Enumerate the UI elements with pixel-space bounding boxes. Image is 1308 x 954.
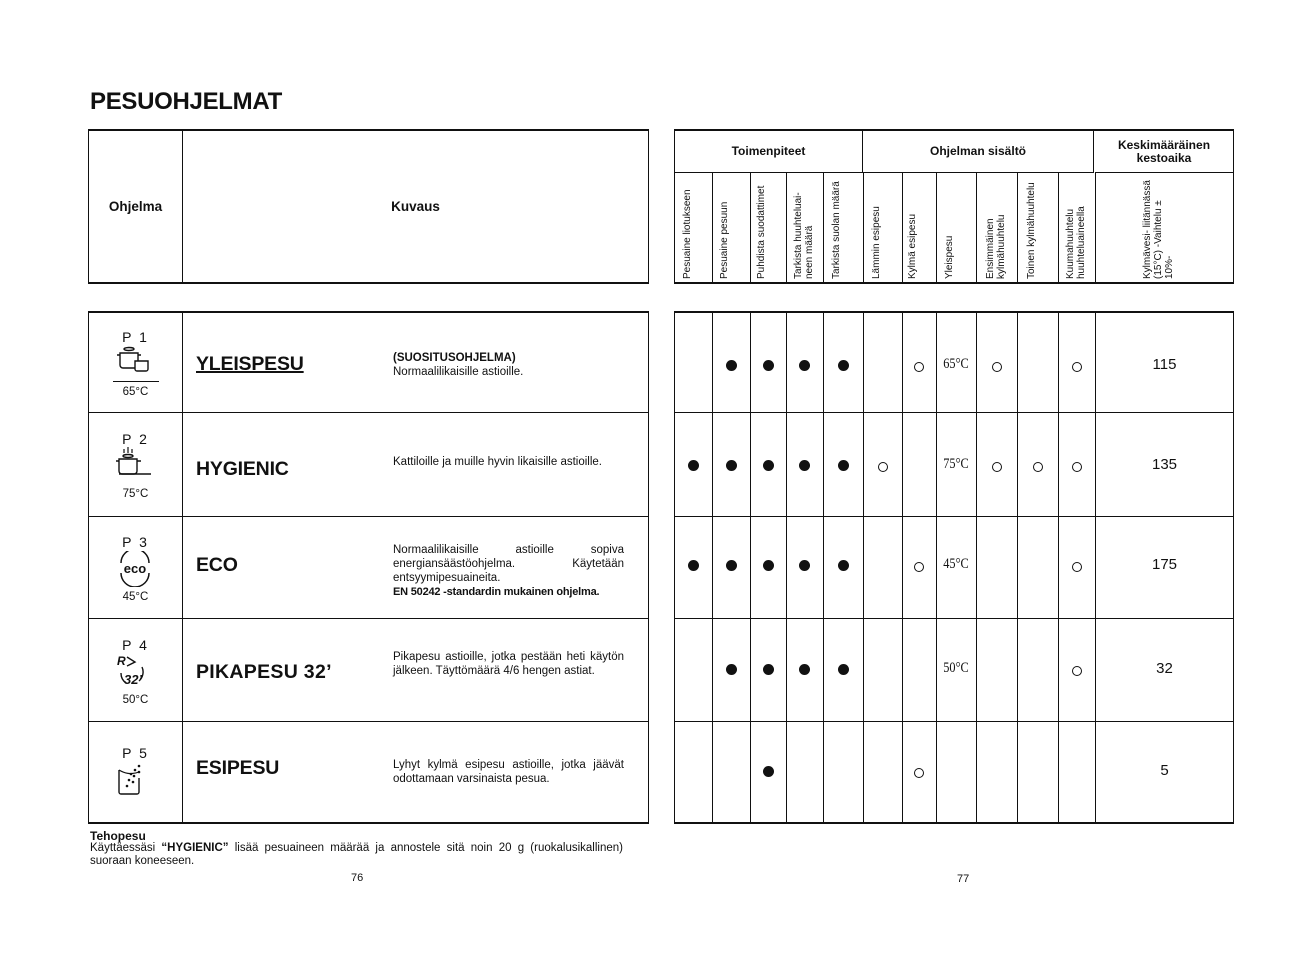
program-temperature: 65°C <box>122 386 149 398</box>
program-name: YLEISPESU <box>196 353 304 375</box>
required-dot <box>688 460 699 471</box>
program-code: P 1 <box>122 329 149 345</box>
header-col-main-wash: Yleispesu <box>944 235 955 279</box>
header-col-duration: Kylmävesi- liitännässä (15°C) -Vaihtelu ± 10%- <box>1142 180 1175 279</box>
required-dot <box>763 360 774 371</box>
program-name: HYGIENIC <box>196 458 289 480</box>
included-circle <box>992 362 1002 372</box>
required-dot <box>763 560 774 571</box>
included-circle <box>878 462 888 472</box>
duration-value: 5 <box>1160 762 1169 779</box>
required-dot <box>726 664 737 675</box>
required-dot <box>726 460 737 471</box>
program-description: Kattiloille ja muille hyvin likaisille astioille. <box>393 456 602 468</box>
included-circle <box>1072 666 1082 676</box>
header-col-wash-detergent: Pesuaine pesuun <box>719 201 730 279</box>
required-dot <box>799 460 810 471</box>
program-code: P 5 <box>122 745 149 761</box>
included-circle <box>914 768 924 778</box>
header-col-first-cold-rinse: Ensimmäinen kylmähuuhtelu <box>984 214 1007 279</box>
required-dot <box>799 560 810 571</box>
included-circle <box>1033 462 1043 472</box>
header-group-actions: Toimenpiteet <box>675 131 863 173</box>
rapid-32-icon <box>115 653 155 689</box>
duration-value: 175 <box>1151 556 1178 573</box>
required-dot <box>838 664 849 675</box>
header-group-content: Ohjelman sisältö <box>863 131 1094 173</box>
duration-value: 32 <box>1156 660 1173 677</box>
note-text: Käyttäessäsi “HYGIENIC” lisää pesuaineen määrää ja annostele sitä noin 20 g (ruokalusikallinen) suoraan koneeseen. <box>90 842 623 867</box>
header-col-cold-prewash: Kylmä esipesu <box>907 213 918 279</box>
required-dot <box>688 560 699 571</box>
included-circle <box>1072 562 1082 572</box>
header-col-second-cold-rinse: Toinen kylmähuuhtelu <box>1025 182 1037 279</box>
program-name: ESIPESU <box>196 757 280 779</box>
page-number-right: 77 <box>957 873 970 885</box>
included-circle <box>992 462 1002 472</box>
required-dot <box>726 360 737 371</box>
program-description: Lyhyt kylmä esipesu astioille, jotka jäävät odottamaan varsinaista pesua. <box>393 759 624 785</box>
included-circle <box>914 362 924 372</box>
program-description: Pikapesu astioille, jotka pestään heti käytön jälkeen. Täyttömäärä 4/6 hengen astiat. <box>393 651 624 677</box>
program-description: Normaalilikaisille astioille sopiva energiansäästöohjelma. Käytetään entsyymipesuaineita. EN 50242 -standardin mukainen ohjelma. <box>393 544 624 598</box>
program-name: PIKAPESU 32’ <box>196 661 332 683</box>
header-description: Kuvaus <box>391 199 440 214</box>
program-code: P 3 <box>122 534 149 550</box>
header-program: Ohjelma <box>108 199 163 214</box>
required-dot <box>838 360 849 371</box>
required-dot <box>838 460 849 471</box>
required-dot <box>799 360 810 371</box>
program-temperature: 45°C <box>122 591 149 603</box>
header-col-soak-detergent: Pesuaine liotukseen <box>681 189 693 279</box>
note-title: Tehopesu <box>90 829 146 843</box>
included-circle <box>1072 362 1082 372</box>
page-title: PESUOHJELMAT <box>90 88 282 115</box>
svg-text:32’: 32’ <box>124 672 143 687</box>
program-description: (SUOSITUSOHJELMA) Normaalilikaisille astioille. <box>393 352 524 378</box>
required-dot <box>763 766 774 777</box>
header-group-duration: Keskimääräinen kestoaika <box>1095 131 1233 173</box>
required-dot <box>763 460 774 471</box>
main-wash-temperature: 65°C <box>943 356 969 372</box>
pot-steam-icon <box>115 447 155 483</box>
program-code: P 2 <box>122 431 149 447</box>
svg-text:eco: eco <box>123 561 147 576</box>
right-table-header <box>674 129 1234 284</box>
duration-value: 135 <box>1151 456 1178 473</box>
header-col-hot-rinse: Kuumahuuhtelu huuhteluaineella <box>1064 206 1087 279</box>
duration-value: 115 <box>1152 356 1177 373</box>
program-temperature: 75°C <box>122 488 149 500</box>
header-col-check-salt: Tarkista suolan määrä <box>831 181 842 279</box>
left-table-header <box>88 129 649 284</box>
required-dot <box>763 664 774 675</box>
program-temperature: 50°C <box>122 694 149 706</box>
included-circle <box>914 562 924 572</box>
main-wash-temperature: 45°C <box>943 556 969 572</box>
page-number-left: 76 <box>351 872 364 884</box>
header-col-check-rinse-aid: Tarkista huuhteluai- neen määrä <box>792 192 815 279</box>
pot-icon <box>115 345 155 381</box>
main-wash-temperature: 50°C <box>943 660 969 676</box>
program-code: P 4 <box>122 637 149 653</box>
required-dot <box>726 560 737 571</box>
eco-icon <box>115 551 155 587</box>
required-dot <box>838 560 849 571</box>
program-steps-table <box>674 311 1234 824</box>
program-name: ECO <box>196 554 238 576</box>
header-col-clean-filters: Puhdista suodattimet <box>756 185 767 279</box>
included-circle <box>1072 462 1082 472</box>
main-wash-temperature: 75°C <box>943 456 969 472</box>
required-dot <box>799 664 810 675</box>
svg-text:R: R <box>117 654 126 668</box>
header-col-warm-prewash: Lämmin esipesu <box>870 206 882 279</box>
prewash-spray-icon <box>115 762 155 798</box>
program-table <box>88 311 649 824</box>
